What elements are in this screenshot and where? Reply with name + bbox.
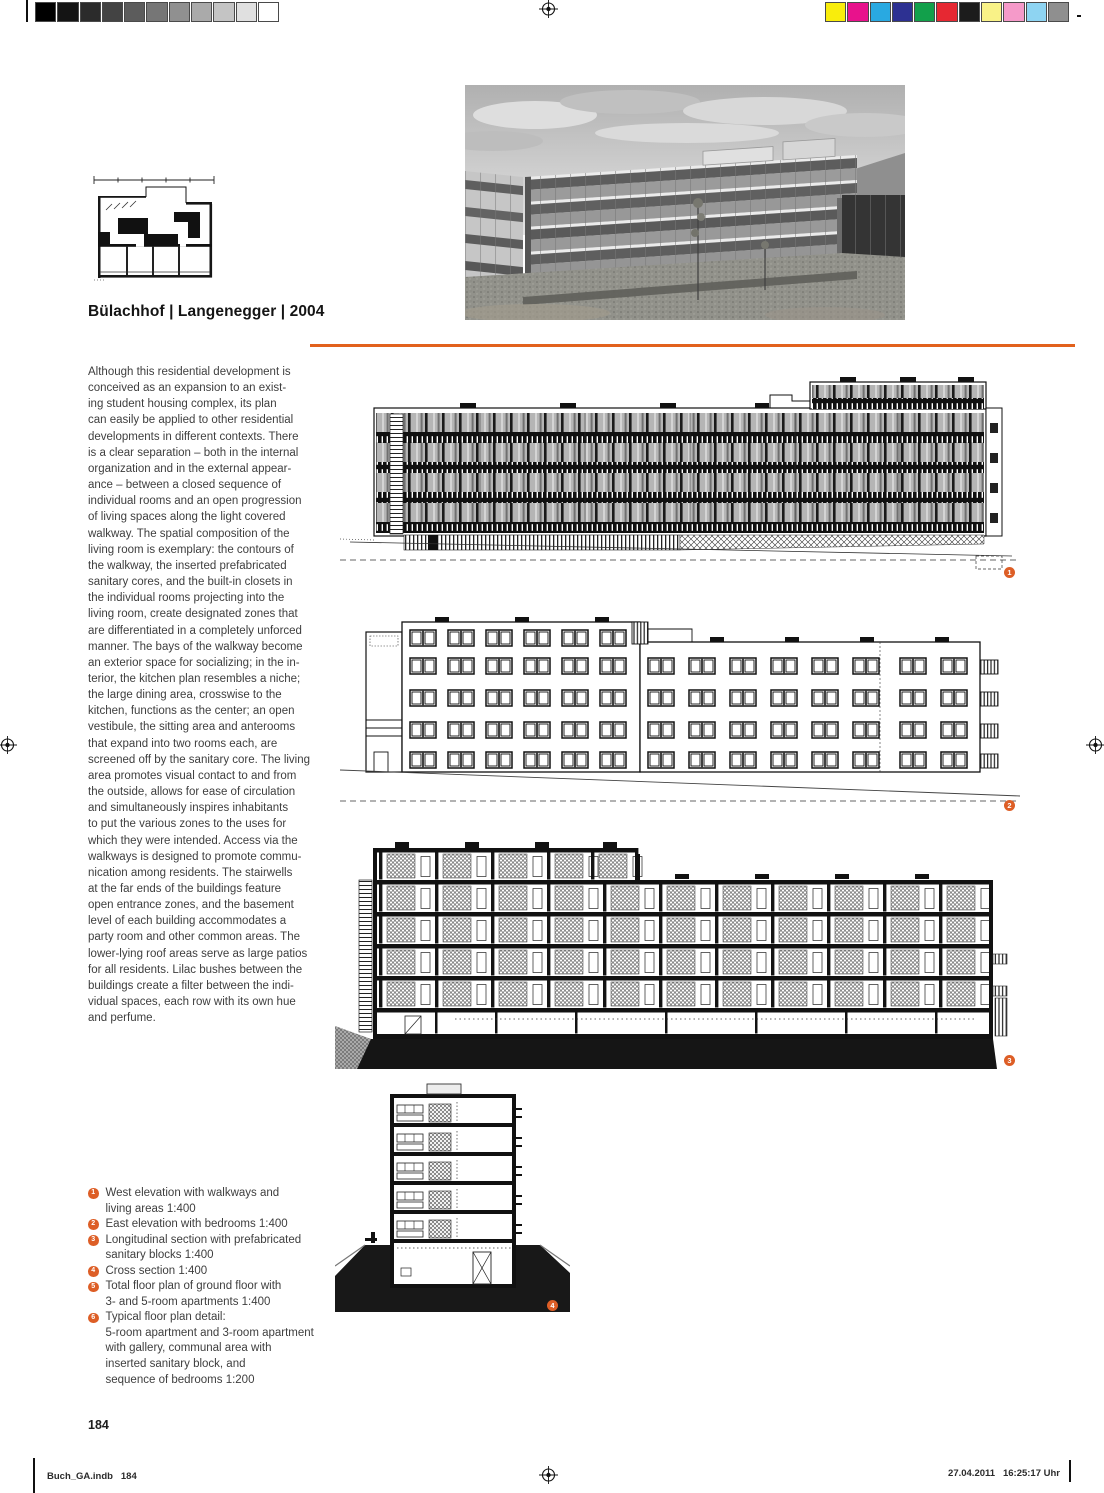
body-text-line: area promotes visual contact to and from (88, 769, 297, 782)
body-text-line: an exterior space for socializing; in the in- (88, 656, 300, 669)
body-text-line: organization and in the external appear- (88, 462, 292, 475)
body-text-line: kitchen, functions as the center; an open (88, 705, 295, 718)
body-text-line: Although this residential development is (88, 366, 291, 378)
building-photo-image (465, 85, 905, 320)
caption-number-badge: 1 (88, 1188, 99, 1199)
body-text-line: lower-lying roof areas serve as large patios (88, 947, 308, 960)
color-bar (825, 2, 1069, 22)
floor-plan-drawing (88, 174, 220, 290)
body-text-line: the outside, allows for ease of circulation (88, 786, 296, 799)
body-text-line: individual rooms and an open progression (88, 495, 302, 508)
body-text-line: walkway. The spatial composition of the (88, 527, 290, 540)
calibration-square (914, 2, 935, 22)
calibration-square (981, 2, 1002, 22)
caption-text: East elevation with bedrooms 1:400 (105, 1218, 288, 1231)
calibration-square (936, 2, 957, 22)
body-text-line: vestibule, the sitting area and anterooms (88, 721, 296, 734)
body-text-line: terior, the kitchen plan resembles a niche; (88, 672, 301, 685)
calibration-square (191, 2, 212, 22)
caption-item (88, 1233, 338, 1264)
body-text-line: party room and other common areas. The (88, 931, 301, 944)
body-text-line: at the far ends of the buildings feature (88, 883, 282, 895)
body-text-line: walkways is designed to promote commu- (88, 850, 302, 863)
east-elevation-image (340, 602, 1020, 807)
body-text-line: vidual spaces, each row with its own hue (88, 996, 296, 1009)
calibration-square (213, 2, 234, 22)
page-title: Bülachhof | Langenegger | 2004 (88, 303, 325, 320)
cross-section-image (335, 1080, 570, 1315)
body-text-line: the individual rooms projecting into the (88, 592, 285, 605)
calibration-square (57, 2, 78, 22)
calibration-square (959, 2, 980, 22)
calibration-square (825, 2, 846, 22)
caption-text: West elevation with walkways and living areas 1:400 (105, 1187, 280, 1215)
west-elevation-drawing (340, 368, 1020, 578)
figure-number-badge: 1 (1004, 567, 1015, 578)
caption-list (88, 1186, 338, 1388)
calibration-square (124, 2, 145, 22)
body-text-line: ance – between a closed sequence of (88, 479, 282, 492)
body-text-line: and simultaneously inspires inhabitants (88, 802, 289, 815)
registration-mark-icon (1085, 735, 1104, 755)
calibration-square (258, 2, 279, 22)
figure-number-badge: 3 (1004, 1055, 1015, 1066)
registration-mark-icon (538, 0, 559, 20)
body-text-line: open entrance zones, and the basement (88, 899, 294, 912)
caption-item (88, 1310, 338, 1388)
caption-number-badge: 4 (88, 1266, 99, 1277)
caption-text: Typical floor plan detail: 5-room apartment and 3-room apartment with gallery, communal area with inserted sanitary block, and sequence of bedrooms 1:200 (105, 1311, 314, 1386)
body-text-line: level of each building accommodates a (88, 915, 287, 928)
caption-number-badge: 2 (88, 1219, 99, 1230)
calibration-square (870, 2, 891, 22)
longitudinal-section-image (335, 836, 1020, 1071)
body-text-line: of living spaces along the light covered (88, 511, 286, 524)
caption-number-badge: 5 (88, 1282, 99, 1293)
body-text-line: and perfume. (88, 1012, 156, 1025)
body-text-line: the walkway, the inserted prefabricated (88, 559, 287, 572)
article-body (88, 364, 350, 1026)
crop-mark (1077, 15, 1081, 17)
calibration-square (1026, 2, 1047, 22)
calibration-square (236, 2, 257, 22)
calibration-square (80, 2, 101, 22)
body-text-line: living room, create designated zones that (88, 608, 298, 621)
page-number: 184 (88, 1418, 109, 1432)
caption-text: Longitudinal section with prefabricated sanitary blocks 1:400 (105, 1233, 302, 1262)
body-text-line: developments in different contexts. There (88, 430, 299, 443)
caption-text: Total floor plan of ground floor with 3- and 5-room apartments 1:400 (105, 1280, 282, 1308)
body-text-line: for all residents. Lilac bushes between the (88, 963, 303, 976)
calibration-square (892, 2, 913, 22)
body-text-line: which they were intended. Access via the (88, 834, 298, 847)
caption-number-badge: 3 (88, 1235, 99, 1246)
registration-mark-icon (538, 1465, 559, 1485)
caption-number-badge: 6 (88, 1313, 99, 1324)
floor-plan-thumbnail (88, 174, 220, 295)
calibration-square (146, 2, 167, 22)
body-text-line: manner. The bays of the walkway become (88, 640, 303, 653)
cross-section-drawing (335, 1080, 570, 1320)
imprint-filename: Buch_GA.indb 184 (47, 1471, 137, 1482)
caption-item (88, 1264, 338, 1280)
calibration-square (35, 2, 56, 22)
caption-item (88, 1186, 338, 1217)
body-text-line: living room is exemplary: the contours of (88, 543, 294, 556)
body-text-line: the large dining area, crosswise to the (88, 689, 282, 702)
body-text-line: that expand into two rooms each, are (88, 737, 278, 750)
crop-mark (26, 0, 28, 22)
calibration-square (1003, 2, 1024, 22)
calibration-square (169, 2, 190, 22)
grayscale-bar (35, 2, 279, 22)
body-text-line: are differentiated in a completely unforced (88, 624, 302, 637)
body-text-line: can easily be applied to other residential (88, 414, 294, 427)
figure-number-badge: 2 (1004, 800, 1015, 811)
body-text-line: buildings create a filter between the indi- (88, 979, 294, 992)
imprint-timestamp: 27.04.2011 16:25:17 Uhr (948, 1468, 1060, 1479)
body-text-line: is a clear separation – both in the internal (88, 446, 299, 459)
figure-number-badge: 4 (547, 1300, 558, 1311)
body-text-line: conceived as an expansion to an exist- (88, 382, 287, 395)
body-text-line: to put the various zones to the uses for (88, 818, 287, 831)
body-text-line: sanitary cores, and the built-in closets in (88, 576, 293, 589)
caption-item (88, 1217, 338, 1233)
calibration-square (847, 2, 868, 22)
calibration-square (102, 2, 123, 22)
body-text-line: ing student housing complex, its plan (88, 398, 277, 411)
accent-rule (310, 344, 1075, 347)
east-elevation-drawing (340, 602, 1020, 812)
body-text-line: screened off by the sanitary core. The living (88, 753, 311, 766)
registration-mark-icon (0, 735, 18, 755)
longitudinal-section-drawing (335, 836, 1020, 1076)
caption-text: Cross section 1:400 (105, 1264, 208, 1277)
body-text-line: nication among residents. The stairwells (88, 866, 293, 879)
crop-mark (33, 1458, 35, 1493)
caption-item (88, 1279, 338, 1310)
west-elevation-image (340, 368, 1020, 573)
building-photo (465, 85, 905, 325)
calibration-square (1048, 2, 1069, 22)
crop-mark (1069, 1460, 1071, 1482)
